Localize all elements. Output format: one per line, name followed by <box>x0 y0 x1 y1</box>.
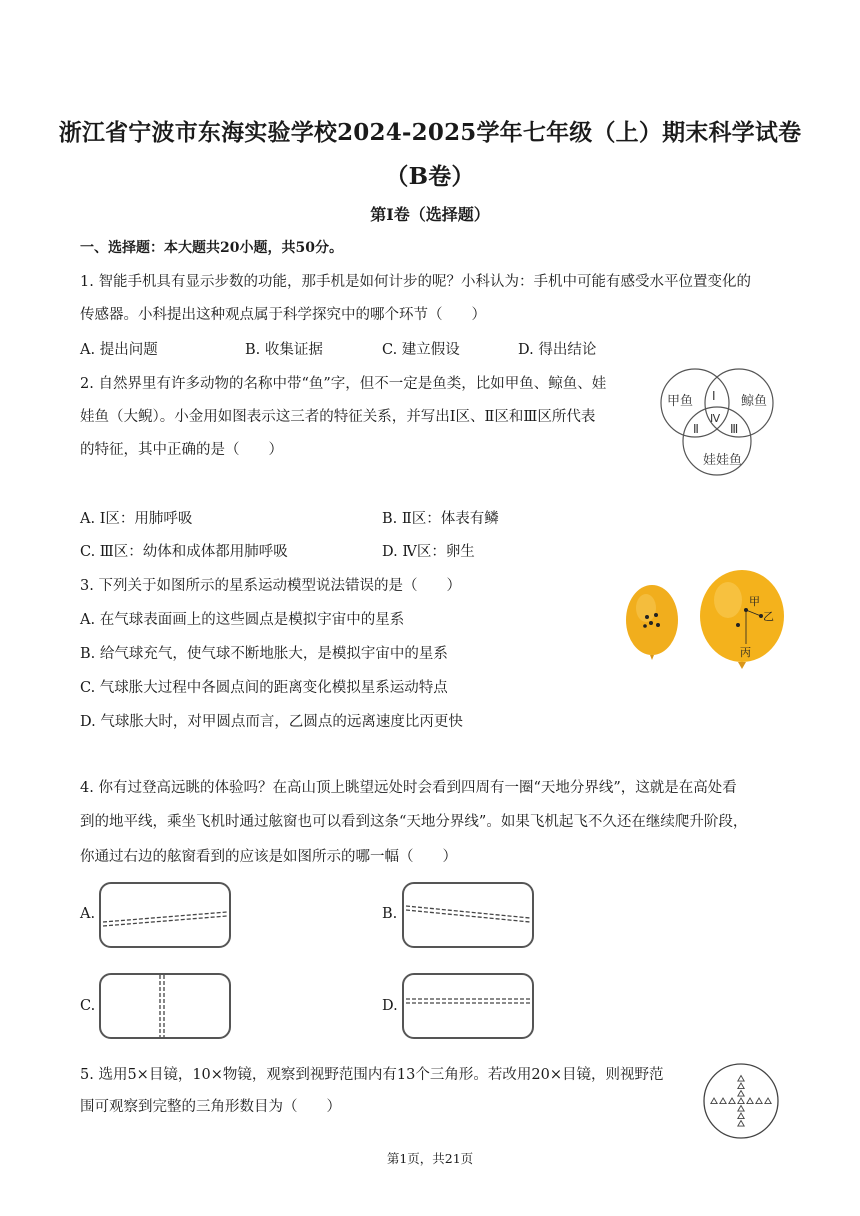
triangle-mark <box>738 1106 744 1112</box>
q4-option-a-window[interactable] <box>99 882 231 948</box>
horizon-tilted-down-icon <box>404 884 532 946</box>
q4-option-a-label[interactable]: A. <box>80 906 96 922</box>
volume-heading: 第I卷（选择题） <box>370 205 490 224</box>
q1-option-b[interactable]: B. 收集证据 <box>245 342 323 358</box>
q4-option-d-window[interactable] <box>402 973 534 1039</box>
q4-option-c-label[interactable]: C. <box>80 998 96 1014</box>
triangle-mark <box>711 1098 717 1104</box>
q3-option-c[interactable]: C. 气球胀大过程中各圆点间的距离变化模拟星系运动特点 <box>80 680 448 696</box>
q2-stem-line2: 娃鱼（大鲵）。小金用如图表示这三者的特征关系，并写出Ⅰ区、Ⅱ区和Ⅲ区所代表 <box>80 409 596 425</box>
balloon-label-yi: 乙 <box>763 610 774 623</box>
horizon-tilted-up-icon <box>101 884 229 946</box>
q4-stem-line3: 你通过右边的舷窗看到的应该是如图所示的哪一幅（ ） <box>80 849 457 865</box>
q3-stem: 3. 下列关于如图所示的星系运动模型说法错误的是（ ） <box>80 578 461 594</box>
q4-option-b-window[interactable] <box>402 882 534 948</box>
balloon-label-bing: 丙 <box>740 646 751 659</box>
q3-option-a[interactable]: A. 在气球表面画上的这些圆点是模拟宇宙中的星系 <box>80 612 405 628</box>
q1-option-c[interactable]: C. 建立假设 <box>382 342 460 358</box>
horizon-level-icon <box>404 975 532 1037</box>
venn-region-4: Ⅳ <box>710 412 721 425</box>
microscope-field-icon <box>702 1062 780 1140</box>
q2-option-d[interactable]: D. Ⅳ区：卵生 <box>382 544 475 560</box>
q4-option-c-window[interactable] <box>99 973 231 1039</box>
triangle-mark <box>756 1098 762 1104</box>
q4-option-b-label[interactable]: B. <box>382 906 398 922</box>
triangle-mark <box>738 1098 744 1104</box>
venn-label-salamander: 娃娃鱼 <box>703 453 743 468</box>
triangle-mark <box>765 1098 771 1104</box>
q4-stem-line2: 到的地平线，乘坐飞机时通过舷窗也可以看到这条“天地分界线”。如果飞机起飞不久还在继续爬升阶段， <box>80 814 748 830</box>
q2-option-c[interactable]: C. Ⅲ区：幼体和成体都用肺呼吸 <box>80 544 288 560</box>
horizon-vertical-icon <box>101 975 229 1037</box>
page-title: 浙江省宁波市东海实验学校2024-2025学年七年级（上）期末科学试卷 <box>58 119 802 146</box>
venn-label-turtle: 甲鱼 <box>667 394 694 409</box>
q1-option-d[interactable]: D. 得出结论 <box>518 342 597 358</box>
section-heading: 一、选择题：本大题共20小题，共50分。 <box>80 240 343 256</box>
triangle-mark <box>747 1098 753 1104</box>
triangle-mark <box>720 1098 726 1104</box>
venn-region-1: Ⅰ <box>712 389 716 403</box>
q2-option-a[interactable]: A. Ⅰ区：用肺呼吸 <box>80 511 193 527</box>
q1-stem-line1: 1. 智能手机具有显示步数的功能，那手机是如何计步的呢？小科认为：手机中可能有感受水平位置变化的 <box>80 274 751 290</box>
triangle-mark <box>738 1076 744 1082</box>
venn-diagram <box>655 365 780 483</box>
q1-option-a[interactable]: A. 提出问题 <box>80 342 158 358</box>
page-title-suffix: （B卷） <box>385 163 475 190</box>
q2-stem-line3: 的特征，其中正确的是（ ） <box>80 442 283 458</box>
q5-stem-line2: 围可观察到完整的三角形数目为（ ） <box>80 1099 341 1115</box>
triangle-mark <box>738 1083 744 1089</box>
q1-stem-line2: 传感器。小科提出这种观点属于科学探究中的哪个环节（ ） <box>80 307 486 323</box>
venn-label-whale: 鲸鱼 <box>741 394 768 409</box>
q4-stem-line1: 4. 你有过登高远眺的体验吗？在高山顶上眺望远处时会看到四周有一圈“天地分界线”，这就是在高处看 <box>80 780 737 796</box>
balloon-model-image <box>620 568 790 676</box>
page-footer: 第1页，共21页 <box>386 1151 474 1166</box>
q5-stem-line1: 5. 选用5×目镜，10×物镜，观察到视野范围内有13个三角形。若改用20×目镜，则视野范 <box>80 1067 664 1083</box>
q2-stem-line1: 2. 自然界里有许多动物的名称中带“鱼”字，但不一定是鱼类，比如甲鱼、鲸鱼、娃 <box>80 376 607 392</box>
balloon-label-jia: 甲 <box>749 595 760 608</box>
triangle-mark <box>729 1098 735 1104</box>
triangle-mark <box>738 1121 744 1127</box>
venn-region-2: Ⅱ <box>693 422 699 436</box>
q4-option-d-label[interactable]: D. <box>382 998 398 1014</box>
triangle-mark <box>738 1113 744 1119</box>
q2-option-b[interactable]: B. Ⅱ区：体表有鳞 <box>382 511 499 527</box>
q3-option-b[interactable]: B. 给气球充气，使气球不断地胀大，是模拟宇宙中的星系 <box>80 646 448 662</box>
triangle-mark <box>738 1091 744 1097</box>
q3-option-d[interactable]: D. 气球胀大时，对甲圆点而言，乙圆点的远离速度比丙更快 <box>80 714 463 730</box>
venn-region-3: Ⅲ <box>730 422 739 436</box>
